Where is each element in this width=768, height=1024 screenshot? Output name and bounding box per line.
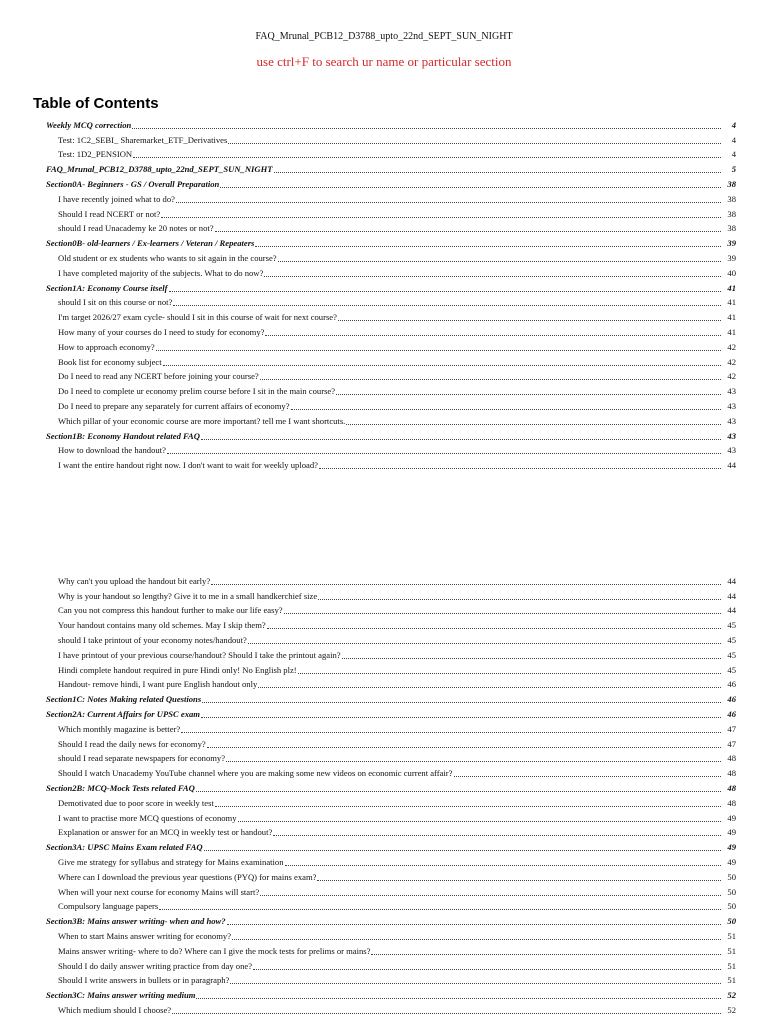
toc-section-link[interactable] bbox=[0, 279, 768, 294]
toc-entry-text: How many of your courses do I need to study for economy? bbox=[58, 326, 265, 337]
toc-section-link[interactable] bbox=[0, 912, 768, 927]
toc-entry-text: Section2B: MCQ-Mock Tests related FAQ bbox=[46, 782, 195, 793]
dot-leader bbox=[342, 657, 721, 659]
dot-leader bbox=[163, 364, 721, 366]
toc-page-number: 50 bbox=[727, 916, 736, 927]
toc-entry-link[interactable] bbox=[0, 249, 768, 264]
toc-entry-text: should I take printout of your economy notes/handout? bbox=[58, 634, 247, 645]
toc-entry-link[interactable] bbox=[0, 368, 768, 383]
toc-page-number: 39 bbox=[727, 238, 736, 249]
dot-leader bbox=[336, 393, 721, 395]
dot-leader bbox=[215, 805, 721, 807]
toc-page-number: 47 bbox=[727, 723, 736, 734]
toc-entry-link[interactable] bbox=[0, 412, 768, 427]
dot-leader bbox=[226, 760, 721, 762]
dot-leader bbox=[173, 304, 721, 306]
toc-entry-text: Which pillar of your economic course are more important? tell me I want shortcuts. bbox=[58, 415, 346, 426]
toc-entry-link[interactable] bbox=[0, 661, 768, 676]
dot-leader bbox=[260, 894, 721, 896]
toc-page-number: 4 bbox=[731, 134, 736, 145]
dot-leader bbox=[159, 908, 721, 910]
dot-leader bbox=[346, 423, 721, 425]
toc-page-number: 45 bbox=[727, 634, 736, 645]
dot-leader bbox=[338, 319, 721, 321]
toc-entry-text: Which medium should I choose? bbox=[58, 1004, 172, 1015]
dot-leader bbox=[204, 849, 721, 851]
toc-entry-link[interactable] bbox=[0, 323, 768, 338]
dot-leader bbox=[265, 334, 721, 336]
toc-section-link[interactable] bbox=[0, 779, 768, 794]
toc-section-link[interactable] bbox=[0, 427, 768, 442]
toc-page-number: 46 bbox=[727, 679, 736, 690]
toc-section-link[interactable] bbox=[0, 705, 768, 720]
toc-entry-link[interactable] bbox=[0, 631, 768, 646]
toc-entry-text: should I read Unacademy ke 20 notes or not? bbox=[58, 223, 214, 234]
dot-leader bbox=[291, 408, 721, 410]
toc-entry-text: Where can I download the previous year questions (PYQ) for mains exam? bbox=[58, 871, 317, 882]
toc-page-number: 44 bbox=[727, 575, 736, 586]
dot-leader bbox=[167, 452, 721, 454]
toc-page-number: 41 bbox=[727, 326, 736, 337]
toc-entry-text: Which monthly magazine is better? bbox=[58, 723, 181, 734]
toc-entry-link[interactable] bbox=[0, 264, 768, 279]
dot-leader bbox=[227, 923, 721, 925]
toc-entry-text: Book list for economy subject bbox=[58, 356, 162, 367]
toc-page-number: 46 bbox=[727, 708, 736, 719]
dot-leader bbox=[211, 583, 721, 585]
toc-page-number: 42 bbox=[727, 341, 736, 352]
toc-entry-link[interactable] bbox=[0, 676, 768, 691]
dot-leader bbox=[454, 775, 722, 777]
toc-entry-link[interactable] bbox=[0, 205, 768, 220]
toc-page-number: 52 bbox=[727, 990, 736, 1001]
toc-page-number: 43 bbox=[727, 415, 736, 426]
dot-leader bbox=[196, 997, 721, 999]
toc-entry-link[interactable] bbox=[0, 942, 768, 957]
toc-entry-text: Section1B: Economy Handout related FAQ bbox=[46, 430, 200, 441]
toc-page-number: 51 bbox=[727, 945, 736, 956]
dot-leader bbox=[317, 879, 721, 881]
toc-entry-link[interactable] bbox=[0, 735, 768, 750]
toc-entry-text: I have completed majority of the subjects. What to do now? bbox=[58, 267, 264, 278]
toc-entry-link[interactable] bbox=[0, 616, 768, 631]
toc-entry-text: How to approach economy? bbox=[58, 341, 155, 352]
toc-entry-text: Section3B: Mains answer writing- when and how? bbox=[46, 916, 226, 927]
toc-entry-text: Handout- remove hindi, I want pure English handout only bbox=[58, 679, 258, 690]
toc-entry-text: Section0A- Beginners - GS / Overall Preparation bbox=[46, 178, 220, 189]
toc-entry-link[interactable] bbox=[0, 764, 768, 779]
toc-page-number: 48 bbox=[727, 753, 736, 764]
dot-leader bbox=[255, 245, 721, 247]
toc-entry-text: Demotivated due to poor score in weekly test bbox=[58, 797, 214, 808]
toc-entry-link[interactable] bbox=[0, 146, 768, 161]
toc-entry-link[interactable] bbox=[0, 794, 768, 809]
toc-entry-link[interactable] bbox=[0, 868, 768, 883]
toc-page-number: 41 bbox=[727, 282, 736, 293]
toc-page-number: 43 bbox=[727, 445, 736, 456]
toc-section-link[interactable] bbox=[0, 160, 768, 175]
dot-leader bbox=[207, 746, 721, 748]
toc-page-number: 44 bbox=[727, 605, 736, 616]
toc-section-link[interactable] bbox=[0, 234, 768, 249]
toc-entry-text: Old student or ex students who wants to sit again in the course? bbox=[58, 252, 277, 263]
toc-page-number: 44 bbox=[727, 590, 736, 601]
toc-heading: Table of Contents bbox=[33, 95, 159, 112]
toc-entry-link[interactable] bbox=[0, 927, 768, 942]
dot-leader bbox=[371, 953, 721, 955]
dot-leader bbox=[274, 171, 721, 173]
toc-entry-text: I have printout of your previous course/handout? Should I take the printout again? bbox=[58, 649, 341, 660]
toc-page-number: 49 bbox=[727, 812, 736, 823]
dot-leader bbox=[285, 864, 721, 866]
toc-page-number: 38 bbox=[727, 178, 736, 189]
toc-entry-text: Mains answer writing- where to do? Where can I give the mock tests for prelims or mains? bbox=[58, 945, 371, 956]
toc-entry-text: When to start Mains answer writing for economy? bbox=[58, 930, 232, 941]
toc-page-number: 46 bbox=[727, 694, 736, 705]
toc-entry-text: Should I read NCERT or not? bbox=[58, 208, 161, 219]
dot-leader bbox=[319, 467, 721, 469]
toc-entry-link[interactable] bbox=[0, 442, 768, 457]
toc-section-link[interactable] bbox=[0, 690, 768, 705]
toc-page-number: 41 bbox=[727, 312, 736, 323]
toc-entry-text: I have recently joined what to do? bbox=[58, 193, 175, 204]
toc-entry-link[interactable] bbox=[0, 646, 768, 661]
dot-leader bbox=[133, 156, 721, 158]
dot-leader bbox=[202, 701, 721, 703]
toc-page-number: 45 bbox=[727, 620, 736, 631]
dot-leader bbox=[318, 598, 721, 600]
toc-page-number: 40 bbox=[727, 267, 736, 278]
toc-section-link[interactable] bbox=[0, 986, 768, 1001]
toc-entry-text: Do I need to complete ur economy prelim course before I sit in the main course? bbox=[58, 386, 336, 397]
toc-list-page-2 bbox=[0, 572, 768, 1016]
dot-leader bbox=[264, 275, 721, 277]
toc-page-number: 48 bbox=[727, 782, 736, 793]
toc-entry-text: Section1C: Notes Making related Questions bbox=[46, 694, 202, 705]
toc-page-number: 41 bbox=[727, 297, 736, 308]
toc-page-number: 48 bbox=[727, 768, 736, 779]
toc-entry-link[interactable] bbox=[0, 809, 768, 824]
toc-page-number: 45 bbox=[727, 649, 736, 660]
toc-entry-text: Should I read the daily news for economy? bbox=[58, 738, 206, 749]
toc-entry-text: Can you not compress this handout further to make our life easy? bbox=[58, 605, 283, 616]
toc-entry-text: should I sit on this course or not? bbox=[58, 297, 173, 308]
toc-page-number: 49 bbox=[727, 842, 736, 853]
toc-page-number: 4 bbox=[731, 149, 736, 160]
toc-entry-text: Section2A: Current Affairs for UPSC exam bbox=[46, 708, 200, 719]
toc-entry-text: FAQ_Mrunal_PCB12_D3788_upto_22nd_SEPT_SUN_NIGHT bbox=[46, 164, 273, 175]
search-hint: use ctrl+F to search ur name or particular section bbox=[256, 54, 512, 69]
dot-leader bbox=[248, 642, 721, 644]
toc-entry-link[interactable] bbox=[0, 190, 768, 205]
toc-page-number: 38 bbox=[727, 208, 736, 219]
toc-entry-text: When will your next course for economy Mains will start? bbox=[58, 886, 260, 897]
toc-page-number: 5 bbox=[731, 164, 736, 175]
toc-page-number: 43 bbox=[727, 386, 736, 397]
dot-leader bbox=[232, 938, 721, 940]
toc-entry-text: I want to practise more MCQ questions of economy bbox=[58, 812, 237, 823]
toc-entry-text: Section0B- old-learners / Ex-learners / Veteran / Repeaters bbox=[46, 238, 255, 249]
toc-page-number: 51 bbox=[727, 960, 736, 971]
dot-leader bbox=[169, 290, 721, 292]
toc-entry-link[interactable] bbox=[0, 294, 768, 309]
toc-entry-link[interactable] bbox=[0, 853, 768, 868]
toc-entry-link[interactable] bbox=[0, 1001, 768, 1016]
toc-entry-text: Section1A: Economy Course itself bbox=[46, 282, 168, 293]
toc-entry-link[interactable] bbox=[0, 382, 768, 397]
toc-entry-link[interactable] bbox=[0, 456, 768, 471]
toc-entry-text: Test: 1C2_SEBI_ Sharemarket_ETF_Derivatives bbox=[58, 134, 228, 145]
toc-entry-link[interactable] bbox=[0, 824, 768, 839]
toc-entry-link[interactable] bbox=[0, 883, 768, 898]
toc-entry-text: Should I do daily answer writing practice from day one? bbox=[58, 960, 253, 971]
toc-entry-text: should I read separate newspapers for economy? bbox=[58, 753, 226, 764]
toc-entry-text: I want the entire handout right now. I don't want to wait for weekly upload? bbox=[58, 460, 318, 471]
toc-page-number: 42 bbox=[727, 371, 736, 382]
toc-entry-link[interactable] bbox=[0, 397, 768, 412]
toc-section-link[interactable] bbox=[0, 116, 768, 131]
toc-section-link[interactable] bbox=[0, 175, 768, 190]
dot-leader bbox=[230, 982, 721, 984]
toc-section-link[interactable] bbox=[0, 838, 768, 853]
toc-page-number: 50 bbox=[727, 871, 736, 882]
toc-entry-text: Compulsory language papers bbox=[58, 901, 159, 912]
toc-page-number: 52 bbox=[727, 1004, 736, 1015]
toc-page-number: 38 bbox=[727, 193, 736, 204]
dot-leader bbox=[273, 834, 721, 836]
toc-entry-text: Section3A: UPSC Mains Exam related FAQ bbox=[46, 842, 203, 853]
dot-leader bbox=[238, 820, 721, 822]
toc-entry-text: Do I need to prepare any separately for current affairs of economy? bbox=[58, 400, 290, 411]
toc-entry-text: Section3C: Mains answer writing medium bbox=[46, 990, 196, 1001]
dot-leader bbox=[201, 716, 721, 718]
toc-entry-link[interactable] bbox=[0, 587, 768, 602]
dot-leader bbox=[260, 378, 721, 380]
toc-entry-text: Give me strategy for syllabus and strategy for Mains examination bbox=[58, 856, 284, 867]
toc-entry-link[interactable] bbox=[0, 131, 768, 146]
dot-leader bbox=[172, 1012, 721, 1014]
toc-entry-text: How to download the handout? bbox=[58, 445, 166, 456]
toc-entry-text: Your handout contains many old schemes. May I skip them? bbox=[58, 620, 266, 631]
dot-leader bbox=[278, 260, 721, 262]
toc-entry-link[interactable] bbox=[0, 720, 768, 735]
toc-list-page-1 bbox=[0, 116, 768, 471]
dot-leader bbox=[253, 968, 721, 970]
toc-entry-text: Should I write answers in bullets or in paragraph? bbox=[58, 975, 230, 986]
toc-entry-text: Explanation or answer for an MCQ in weekly test or handout? bbox=[58, 827, 273, 838]
toc-page-number: 50 bbox=[727, 901, 736, 912]
dot-leader bbox=[215, 230, 721, 232]
dot-leader bbox=[201, 438, 721, 440]
dot-leader bbox=[267, 627, 721, 629]
toc-page-number: 4 bbox=[731, 119, 736, 130]
toc-entry-link[interactable] bbox=[0, 750, 768, 765]
toc-entry-text: Do I need to read any NCERT before joining your course? bbox=[58, 371, 259, 382]
toc-entry-link[interactable] bbox=[0, 220, 768, 235]
toc-page-number: 51 bbox=[727, 930, 736, 941]
toc-page-number: 49 bbox=[727, 827, 736, 838]
dot-leader bbox=[132, 127, 721, 129]
dot-leader bbox=[156, 349, 721, 351]
dot-leader bbox=[220, 186, 721, 188]
toc-page-number: 45 bbox=[727, 664, 736, 675]
toc-page-number: 47 bbox=[727, 738, 736, 749]
dot-leader bbox=[258, 686, 721, 688]
toc-page-number: 42 bbox=[727, 356, 736, 367]
toc-entry-text: Why can't you upload the handout bit early? bbox=[58, 575, 211, 586]
dot-leader bbox=[228, 142, 721, 144]
document-title: FAQ_Mrunal_PCB12_D3788_upto_22nd_SEPT_SUN_NIGHT bbox=[255, 31, 513, 42]
toc-entry-text: Should I watch Unacademy YouTube channel where you are making some new videos on economic current affair? bbox=[58, 768, 453, 779]
toc-entry-link[interactable] bbox=[0, 957, 768, 972]
toc-page-number: 43 bbox=[727, 400, 736, 411]
toc-page-number: 38 bbox=[727, 223, 736, 234]
dot-leader bbox=[161, 216, 721, 218]
toc-entry-link[interactable] bbox=[0, 602, 768, 617]
toc-entry-link[interactable] bbox=[0, 898, 768, 913]
toc-page-number: 43 bbox=[727, 430, 736, 441]
toc-page-number: 50 bbox=[727, 886, 736, 897]
toc-entry-text: Weekly MCQ correction bbox=[46, 119, 132, 130]
toc-entry-text: Test: 1D2_PENSION bbox=[58, 149, 133, 160]
toc-page-number: 49 bbox=[727, 856, 736, 867]
toc-entry-link[interactable] bbox=[0, 308, 768, 323]
toc-entry-text: Hindi complete handout required in pure Hindi only! No English plz! bbox=[58, 664, 297, 675]
toc-page-number: 51 bbox=[727, 975, 736, 986]
toc-entry-link[interactable] bbox=[0, 572, 768, 587]
toc-page-number: 39 bbox=[727, 252, 736, 263]
toc-entry-link[interactable] bbox=[0, 338, 768, 353]
toc-entry-link[interactable] bbox=[0, 972, 768, 987]
dot-leader bbox=[181, 731, 721, 733]
toc-page-number: 44 bbox=[727, 460, 736, 471]
dot-leader bbox=[176, 201, 721, 203]
toc-entry-text: Why is your handout so lengthy? Give it to me in a small handkerchief size bbox=[58, 590, 318, 601]
toc-page-number: 48 bbox=[727, 797, 736, 808]
dot-leader bbox=[284, 612, 721, 614]
toc-entry-text: I'm target 2026/27 exam cycle- should I sit in this course of wait for next course? bbox=[58, 312, 337, 323]
dot-leader bbox=[196, 790, 721, 792]
toc-entry-link[interactable] bbox=[0, 353, 768, 368]
dot-leader bbox=[298, 672, 721, 674]
